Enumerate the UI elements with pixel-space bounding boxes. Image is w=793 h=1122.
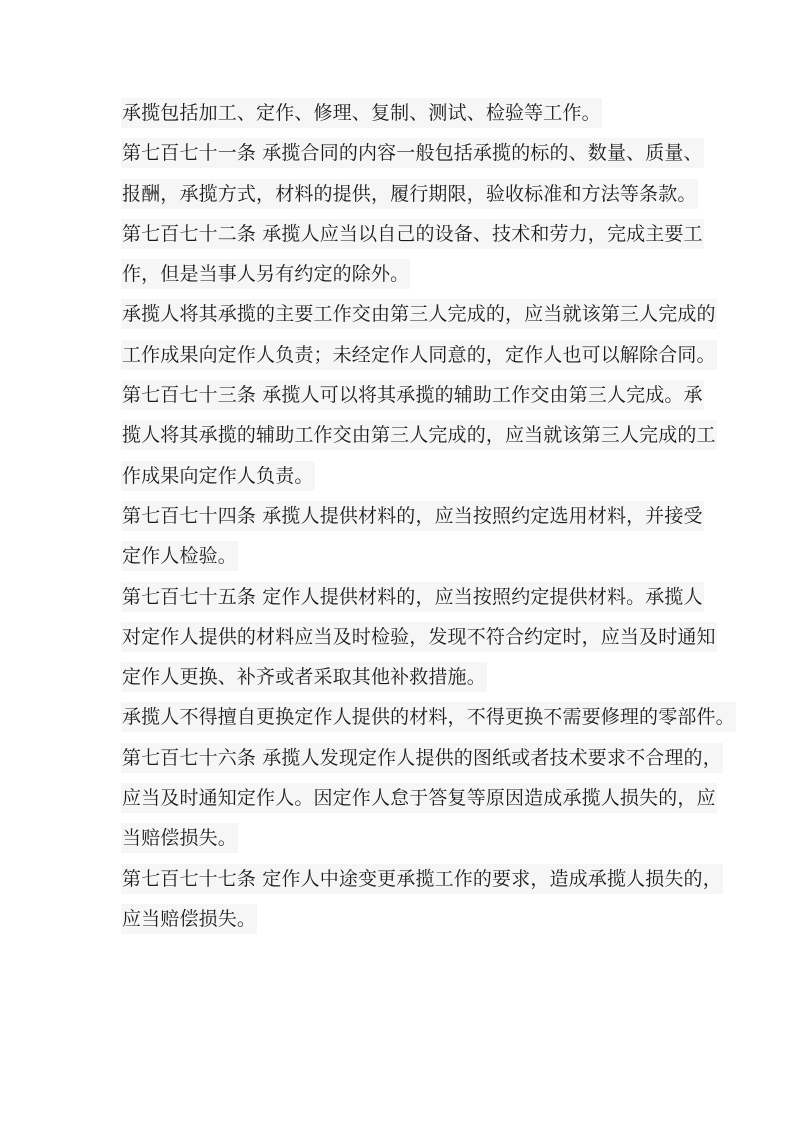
text-line — [121, 98, 691, 128]
line-text: 第七百七十五条 定作人提供材料的，应当按照约定提供材料。承揽人 — [121, 582, 704, 612]
text-line — [121, 380, 703, 410]
text-line — [121, 299, 716, 329]
text-line — [121, 420, 716, 450]
line-text: 揽人将其承揽的辅助工作交由第三人完成的，应当就该第三人完成的工 — [121, 420, 717, 450]
line-text: 应当及时通知定作人。因定作人怠于答复等原因造成承揽人损失的，应 — [121, 783, 717, 813]
line-text: 定作人更换、补齐或者采取其他补救措施。 — [121, 662, 487, 692]
text-line — [121, 138, 703, 168]
line-text: 承揽人将其承揽的主要工作交由第三人完成的，应当就该第三人完成的 — [121, 299, 717, 329]
line-text: 定作人检验。 — [121, 541, 238, 571]
line-text: 第七百七十一条 承揽合同的内容一般包括承揽的标的、数量、质量、 — [121, 138, 704, 168]
document-body — [121, 98, 735, 944]
text-line — [121, 219, 703, 249]
line-text: 第七百七十四条 承揽人提供材料的，应当按照约定选用材料，并接受 — [121, 501, 704, 531]
text-line — [121, 783, 716, 813]
text-line — [121, 501, 703, 531]
line-text: 作，但是当事人另有约定的除外。 — [121, 259, 410, 289]
text-line — [121, 582, 703, 612]
text-line — [121, 259, 691, 289]
text-line — [121, 340, 716, 370]
line-text: 承揽包括加工、定作、修理、复制、测试、检验等工作。 — [121, 98, 602, 128]
line-text: 工作成果向定作人负责；未经定作人同意的，定作人也可以解除合同。 — [121, 340, 717, 370]
line-text: 第七百七十七条 定作人中途变更承揽工作的要求，造成承揽人损失的， — [121, 864, 723, 894]
text-line — [121, 702, 735, 732]
text-line — [121, 541, 691, 571]
text-line — [121, 179, 697, 209]
text-line — [121, 461, 691, 491]
text-line — [121, 864, 722, 894]
line-text: 第七百七十二条 承揽人应当以自己的设备、技术和劳力，完成主要工 — [121, 219, 704, 249]
text-line — [121, 662, 691, 692]
text-line — [121, 823, 691, 853]
text-line — [121, 743, 722, 773]
text-line — [121, 622, 716, 652]
line-text: 作成果向定作人负责。 — [121, 461, 315, 491]
line-text: 承揽人不得擅自更换定作人提供的材料，不得更换不需要修理的零部件。 — [121, 702, 736, 732]
line-text: 第七百七十三条 承揽人可以将其承揽的辅助工作交由第三人完成。承 — [121, 380, 704, 410]
line-text: 第七百七十六条 承揽人发现定作人提供的图纸或者技术要求不合理的， — [121, 743, 723, 773]
line-text: 对定作人提供的材料应当及时检验，发现不符合约定时，应当及时通知 — [121, 622, 717, 652]
text-line — [121, 904, 691, 934]
line-text: 应当赔偿损失。 — [121, 904, 257, 934]
line-text: 当赔偿损失。 — [121, 823, 238, 853]
line-text: 报酬，承揽方式，材料的提供，履行期限，验收标准和方法等条款。 — [121, 179, 698, 209]
